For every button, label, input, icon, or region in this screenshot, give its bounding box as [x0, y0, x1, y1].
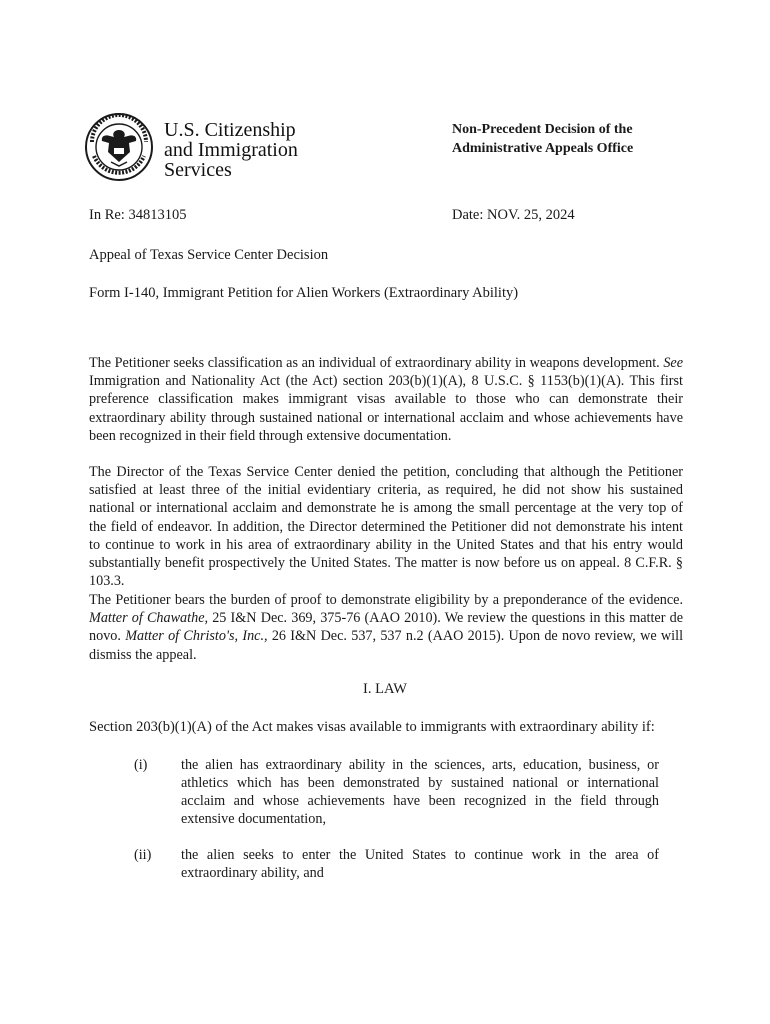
law-intro: Section 203(b)(1)(A) of the Act makes visas available to immigrants with extraordinary ability if:	[89, 719, 655, 735]
paragraph-1	[89, 354, 683, 445]
paragraph-3	[89, 591, 683, 664]
p1-text-a: The Petitioner seeks classification as an individual of extraordinary ability in weapons development.	[89, 355, 660, 371]
dhs-seal-logo	[84, 112, 154, 182]
decision-line-1: Non-Precedent Decision of the	[452, 122, 633, 137]
case-number: In Re: 34813105	[89, 207, 187, 223]
decision-header	[452, 120, 633, 158]
list-item-text: the alien seeks to enter the United States to continue work in the area of extraordinary ability, and	[181, 847, 659, 881]
p3-text-a: The Petitioner bears the burden of proof to demonstrate eligibility by a preponderance of the evidence.	[89, 592, 683, 608]
agency-name	[164, 120, 298, 180]
paragraph-2: The Director of the Texas Service Center denied the petition, concluding that although the Petitioner satisfied at least three of the initial evidentiary criteria, as required, he did not show his sustained national or international acclaim and demonstrate he is among the small percentage at the very top of the field of endeavor. In addition, the Director determined the Petitioner did not demonstrate his intent to continue to work in his area of extraordinary ability in the United States and that his entry would substantially benefit prospectively the United States. The matter is now before us on appeal. 8 C.F.R. § 103.3.	[89, 464, 683, 590]
decision-date: Date: NOV. 25, 2024	[452, 207, 575, 223]
p3-text-b: 25 I&N Dec. 369, 375-76 (AAO 2010). We review the questions in this matter de novo.	[89, 610, 683, 645]
p1-text-b: Immigration and Nationality Act (the Act) section 203(b)(1)(A), 8 U.S.C. § 1153(b)(1)(A). This first preference classification makes immigrant visas available to those who can demonstrate their extraordinary ability through sustained national or international acclaim and whose achievements have been recognized in their field through extensive documentation.	[89, 373, 683, 444]
list-item-text: the alien has extraordinary ability in the sciences, arts, education, business, or athletics which has been demonstrated by sustained national or international acclaim and whose achievements have been recognized in the field through extensive documentation,	[181, 757, 659, 827]
p3-case-citation-2: Matter of Christo's, Inc.	[125, 628, 265, 645]
p1-see: See	[663, 355, 684, 371]
agency-line-3: Services	[164, 159, 232, 181]
list-item-number: (ii)	[134, 847, 152, 863]
appeal-of: Appeal of Texas Service Center Decision	[89, 247, 329, 263]
p3-case-citation-1: Matter of Chawathe,	[89, 610, 209, 627]
agency-line-2: and Immigration	[164, 139, 298, 161]
decision-line-2: Administrative Appeals Office	[452, 141, 634, 156]
form-type: Form I-140, Immigrant Petition for Alien Workers (Extraordinary Ability)	[89, 285, 519, 301]
list-item-number: (i)	[134, 757, 148, 773]
agency-line-1: U.S. Citizenship	[164, 119, 296, 141]
p3-text-c: , 26 I&N Dec. 537, 537 n.2 (AAO 2015). Upon de novo review, we will dismiss the appeal.	[89, 628, 684, 663]
section-heading: I. LAW	[363, 681, 407, 697]
